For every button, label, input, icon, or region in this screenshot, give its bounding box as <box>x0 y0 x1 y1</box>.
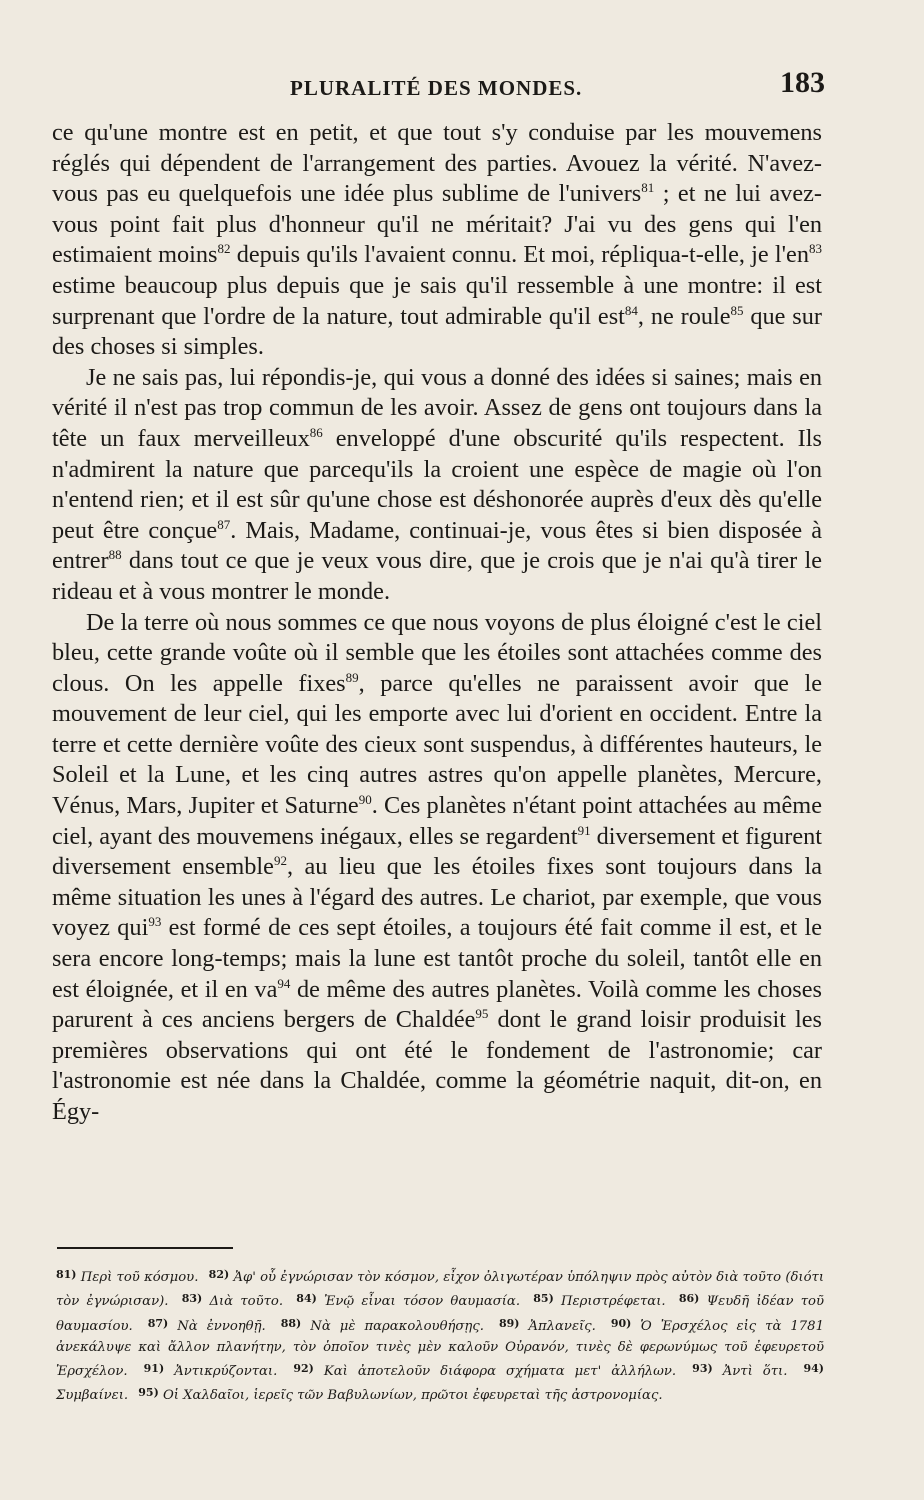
main-text <box>52 118 822 1128</box>
footnote-text: Οἱ Χαλδαῖοι, ἱερεῖς τῶν Βαβυλωνίων, πρῶτοι ἐφευρεταὶ τῆς ἀστρονομίας. <box>158 1388 663 1404</box>
footnote-text: Ἀφ' οὗ ἐγνώρισαν τὸν κόσμον, εἶχον ὀλιγωτέραν ὑπόληψιν πρὸς αὐτὸν διὰ τοῦτο (διότι τὸν ἐγνώρισαν). <box>56 1270 825 1310</box>
footnote-number: 81) <box>56 1268 77 1281</box>
footnote-text: Ἀπλανεῖς. <box>519 1318 596 1334</box>
footnote-text: Ὁ Ἐρσχέλος εἰς τὰ 1781 ἀνεκάλυψε καὶ ἄλλον πλανήτην, τὸν ὁποῖον τινὲς μὲν καλοῦν Οὐρανόν, τινὲς δὲ φερωνύμως τοῦ ἐφευρετοῦ Ἐρσχέλον. <box>56 1318 824 1380</box>
text-run: de même des autres planètes. Voilà comme les choses parurent à ces anciens bergers de Chaldée <box>52 975 822 1034</box>
footnote <box>533 1294 665 1309</box>
footnote <box>293 1364 676 1379</box>
footnote-marker: 92 <box>273 853 287 869</box>
footnote-number: 88) <box>280 1316 302 1330</box>
footnote-number: 90) <box>610 1316 632 1330</box>
footnote-rule <box>57 1247 233 1249</box>
paragraph <box>52 608 822 1128</box>
footnote <box>147 1316 266 1334</box>
footnote <box>182 1294 283 1309</box>
footnote-marker: 86 <box>309 424 323 440</box>
text-run: dont le grand loisir produisit les premières observations qui ont été le fondement de l'astronomie; car l'astronomie est née dans la Chaldée, comme la géométrie naquit, dit-on, en Égy- <box>52 1006 823 1125</box>
text-run: ; et ne lui avez-vous point fait plus d'honneur qu'il ne méritait? J'ai vu des gens qui l'en estimaient moins <box>52 180 822 269</box>
footnote-text: Διὰ τοῦτο. <box>202 1294 284 1310</box>
footnote-marker: 94 <box>277 975 291 991</box>
text-run: ce qu'une montre est en petit, et que tout s'y conduise par les mouvemens réglés qui dépendent de l'arrangement des parties. Avouez la vérité. N'avez-vous pas eu quelquefois une idée plus sublime de l'univers <box>52 119 822 208</box>
footnote <box>280 1316 484 1334</box>
text-run: estime beaucoup plus depuis que je sais qu'il ressemble à une montre: il est surprenant que l'ordre de la nature, tout admirable qu'il est <box>52 271 822 330</box>
footnote <box>56 1270 198 1285</box>
footnote-number: 94) <box>803 1362 824 1376</box>
text-run: De la terre où nous sommes ce que nous voyons de plus éloigné c'est le ciel bleu, cette grande voûte où il semble que les étoiles sont attachées comme des clous. On les appelle fixes <box>52 608 822 697</box>
footnote-number: 87) <box>147 1316 169 1330</box>
text-run: , au lieu que les étoiles fixes sont toujours dans la même situation les unes à l'égard des autres. Le chariot, par exemple, que vous voyez qui <box>52 853 822 942</box>
text-run: Je ne sais pas, lui répondis-je, qui vous a donné des idées si saines; mais en vérité il n'est pas trop commun de les avoir. Assez de gens ont toujours dans la tête un faux merveilleux <box>52 363 822 452</box>
footnote-text: Νὰ ἐννοηθῇ. <box>168 1318 266 1334</box>
text-run: que sur des choses si simples. <box>52 302 822 361</box>
footnote-number: 84) <box>296 1292 317 1306</box>
footnote-text: Περὶ τοῦ κόσμου. <box>76 1270 199 1285</box>
page-header <box>52 66 825 110</box>
footnote-text: Περιστρέφεται. <box>553 1294 666 1310</box>
footnote-marker: 90 <box>358 792 372 808</box>
page-number: 183 <box>780 66 825 99</box>
footnote-marker: 82 <box>217 241 231 257</box>
footnote-marker: 95 <box>475 1006 489 1022</box>
footnote-marker: 93 <box>148 914 162 930</box>
footnote <box>138 1388 662 1403</box>
footnote <box>296 1294 520 1309</box>
text-run: dans tout ce que je veux vous dire, que je crois que je n'ai qu'à tirer le rideau et à vous montrer le monde. <box>52 547 822 605</box>
footnote-list <box>56 1264 824 1407</box>
footnote-text: Ἀντὶ ὅτι. <box>712 1364 788 1380</box>
text-run: , ne roule <box>637 302 731 330</box>
footnote-marker: 84 <box>624 302 638 318</box>
text-run: . Ces planètes n'étant point attachées au même ciel, ayant des mouvemens inégaux, elles se regardent <box>52 792 822 850</box>
footnote-text: Νὰ μὲ παρακολουθήσῃς. <box>301 1318 484 1334</box>
footnote-marker: 88 <box>108 547 122 563</box>
text-run: depuis qu'ils l'avaient connu. Et moi, répliqua-t-elle, je l'en <box>230 241 809 269</box>
footnote-number: 89) <box>498 1316 520 1330</box>
footnote-number: 93) <box>692 1362 713 1376</box>
footnote-number: 82) <box>208 1268 230 1281</box>
footnote-marker: 89 <box>345 669 359 685</box>
footnote-number: 86) <box>678 1292 700 1306</box>
paragraph <box>52 363 822 608</box>
footnote-text: Συμβαίνει. <box>56 1388 129 1404</box>
footnote <box>498 1316 596 1334</box>
text-run: diversement et figurent diversement ensemble <box>52 822 822 881</box>
text-run: , parce qu'elles ne paraissent avoir que le mouvement de leur ciel, qui les emporte avec lui d'orient en occident. Entre la terre et cette dernière voûte des cieux sont suspendus, à différentes hauteurs, le Soleil et la Lune, et les cinq autres astres qu'on appelle planètes, Mercure, Vénus, Mars, Jupiter et Saturne <box>52 669 822 820</box>
text-run: est formé de ces sept étoiles, a toujours été fait comme il est, et le sera encore long-temps; mais la lune est tantôt proche du soleil, tantôt elle en est éloignée, et il en va <box>52 914 823 1003</box>
footnote <box>144 1364 278 1379</box>
footnote-marker: 85 <box>730 302 744 318</box>
footnote-marker: 87 <box>217 516 231 532</box>
footnote <box>692 1364 787 1379</box>
paragraph <box>52 118 822 363</box>
running-title: PLURALITÉ DES MONDES. <box>290 76 583 100</box>
footnote-number: 92) <box>293 1362 314 1376</box>
text-run: . Mais, Madame, continuai-je, vous êtes si bien disposée à entrer <box>52 516 823 575</box>
footnote-text: Ψευδῆ ἰδέαν τοῦ θαυμασίου. <box>56 1294 824 1334</box>
footnote-number: 85) <box>533 1292 554 1306</box>
footnotes <box>56 1264 824 1407</box>
footnote-text: Ἀντικρύζονται. <box>164 1364 278 1380</box>
footnote-marker: 91 <box>577 822 591 838</box>
footnote-marker: 81 <box>641 180 655 196</box>
footnote-number: 91) <box>143 1362 165 1376</box>
footnote-text: Καὶ ἀποτελοῦν διάφορα σχήματα μετ' ἀλλήλων. <box>313 1364 677 1380</box>
text-run: enveloppé d'une obscurité qu'ils respectent. Ils n'admirent la nature que parcequ'ils la croient une espèce de magie où l'on n'entend rien; et il est sûr qu'une chose est déshonorée auprès d'eux dès qu'elle peut être conçue <box>52 424 822 544</box>
footnote-text: Ἐνῷ εἶναι τόσον θαυμασία. <box>316 1294 521 1310</box>
footnote-number: 83) <box>181 1292 203 1306</box>
footnote-marker: 83 <box>808 241 822 257</box>
footnote-number: 95) <box>138 1386 159 1400</box>
